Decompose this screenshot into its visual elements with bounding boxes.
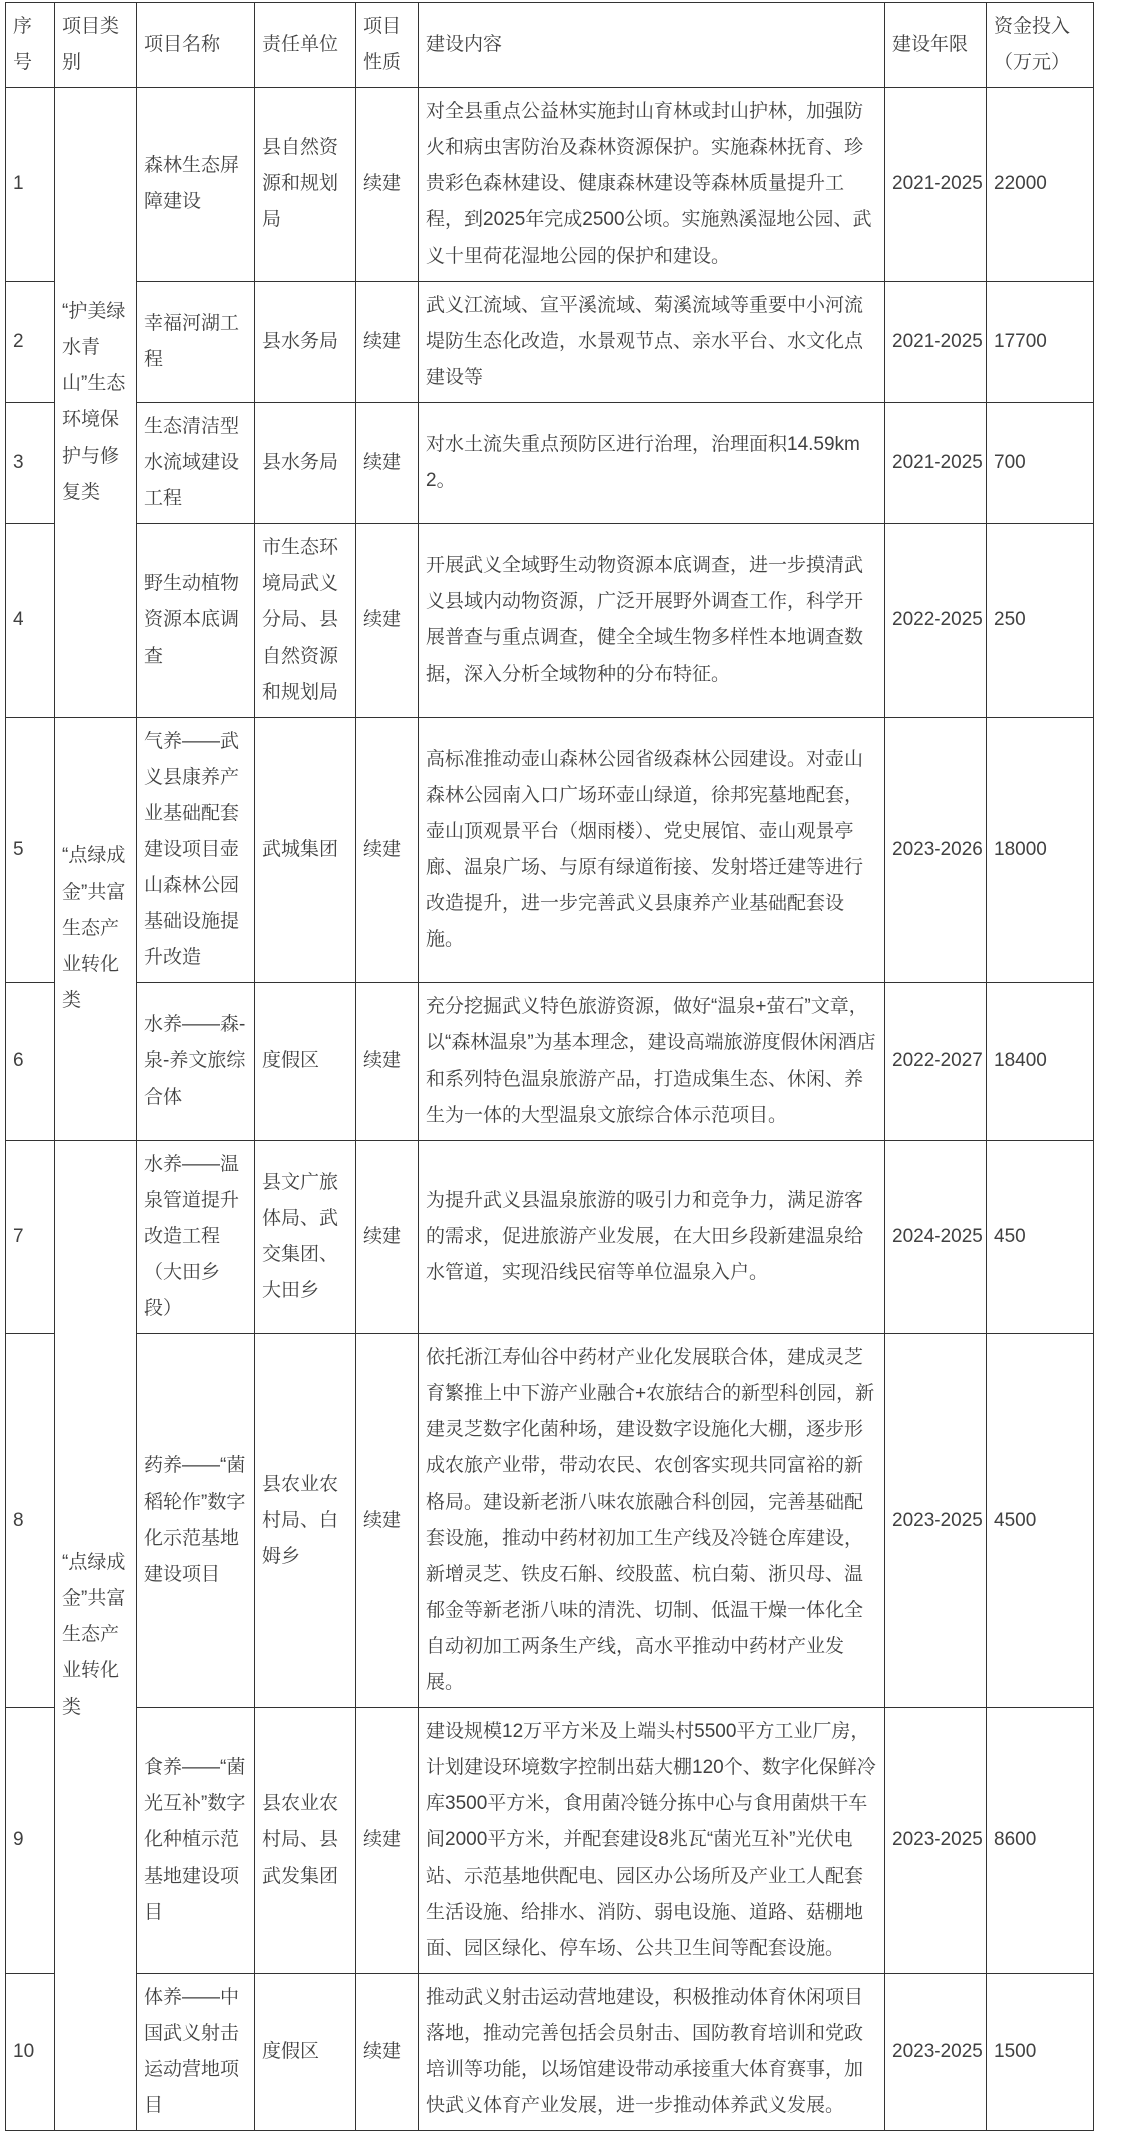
cell-project-name: 体养——中国武义射击运动营地项目 <box>137 1973 255 2130</box>
cell-construction-period: 2023-2025 <box>885 1708 987 1974</box>
cell-seq: 2 <box>6 281 55 402</box>
cell-responsible-unit: 县农业农村局、县武发集团 <box>255 1708 356 1974</box>
cell-seq: 9 <box>6 1708 55 1974</box>
col-header-project-name: 项目名称 <box>137 3 255 88</box>
cell-responsible-unit: 县文广旅体局、武交集团、大田乡 <box>255 1140 356 1333</box>
cell-project-nature: 续建 <box>356 88 419 281</box>
cell-project-nature: 续建 <box>356 1334 419 1708</box>
cell-seq: 5 <box>6 717 55 983</box>
cell-project-nature: 续建 <box>356 1140 419 1333</box>
cell-investment: 8600 <box>987 1708 1094 1974</box>
cell-responsible-unit: 县水务局 <box>255 281 356 402</box>
cell-project-name: 气养——武义县康养产业基础配套建设项目壶山森林公园基础设施提升改造 <box>137 717 255 983</box>
cell-project-nature: 续建 <box>356 524 419 717</box>
cell-investment: 17700 <box>987 281 1094 402</box>
cell-construction-content: 建设规模12万平方米及上端头村5500平方工业厂房，计划建设环境数字控制出菇大棚120个、数字化保鲜冷库3500平方米，食用菌冷链分拣中心与食用菌烘干车间2000平方米，并配套建设8兆瓦“菌光互补”光伏电站、示范基地供配电、园区办公场所及产业工人配套生活设施、给排水、消防、弱电设施、道路、菇棚地面、园区绿化、停车场、公共卫生间等配套设施。 <box>419 1708 885 1974</box>
cell-construction-period: 2021-2025 <box>885 402 987 523</box>
cell-investment: 18000 <box>987 717 1094 983</box>
table-row <box>6 717 1094 983</box>
cell-construction-content: 武义江流域、宣平溪流域、菊溪流域等重要中小河流堤防生态化改造，水景观节点、亲水平台、水文化点建设等 <box>419 281 885 402</box>
cell-project-nature: 续建 <box>356 402 419 523</box>
cell-responsible-unit: 度假区 <box>255 983 356 1140</box>
cell-investment: 4500 <box>987 1334 1094 1708</box>
cell-project-nature: 续建 <box>356 1708 419 1974</box>
cell-construction-period: 2024-2025 <box>885 1140 987 1333</box>
cell-investment: 1500 <box>987 1973 1094 2130</box>
cell-category: “点绿成金”共富生态产业转化类 <box>55 1140 137 2130</box>
cell-construction-period: 2023-2026 <box>885 717 987 983</box>
cell-project-name: 生态清洁型水流域建设工程 <box>137 402 255 523</box>
table-row <box>6 1140 1094 1333</box>
cell-responsible-unit: 市生态环境局武义分局、县自然资源和规划局 <box>255 524 356 717</box>
cell-project-name: 幸福河湖工程 <box>137 281 255 402</box>
cell-seq: 7 <box>6 1140 55 1333</box>
cell-category: “护美绿水青山”生态环境保护与修复类 <box>55 88 137 718</box>
cell-project-name: 水养——温泉管道提升改造工程（大田乡段） <box>137 1140 255 1333</box>
cell-project-name: 食养——“菌光互补”数字化种植示范基地建设项目 <box>137 1708 255 1974</box>
cell-seq: 8 <box>6 1334 55 1708</box>
cell-investment: 18400 <box>987 983 1094 1140</box>
cell-construction-period: 2023-2025 <box>885 1973 987 2130</box>
cell-responsible-unit: 县农业农村局、白姆乡 <box>255 1334 356 1708</box>
cell-project-nature: 续建 <box>356 717 419 983</box>
table-row <box>6 1334 1094 1708</box>
table-row <box>6 524 1094 717</box>
header-row <box>6 3 1094 88</box>
cell-construction-content: 高标准推动壶山森林公园省级森林公园建设。对壶山森林公园南入口广场环壶山绿道，徐邦宪墓地配套，壶山顶观景平台（烟雨楼）、党史展馆、壶山观景亭廊、温泉广场、与原有绿道衔接、发射塔迁建等进行改造提升，进一步完善武义县康养产业基础配套设施。 <box>419 717 885 983</box>
col-header-category: 项目类别 <box>55 3 137 88</box>
cell-construction-period: 2023-2025 <box>885 1334 987 1708</box>
cell-construction-period: 2022-2027 <box>885 983 987 1140</box>
cell-project-nature: 续建 <box>356 983 419 1140</box>
cell-construction-period: 2022-2025 <box>885 524 987 717</box>
cell-construction-content: 充分挖掘武义特色旅游资源，做好“温泉+萤石”文章，以“森林温泉”为基本理念，建设高端旅游度假休闲酒店和系列特色温泉旅游产品，打造成集生态、休闲、养生为一体的大型温泉文旅综合体示范项目。 <box>419 983 885 1140</box>
cell-seq: 10 <box>6 1973 55 2130</box>
cell-construction-period: 2021-2025 <box>885 281 987 402</box>
table-row <box>6 983 1094 1140</box>
cell-construction-content: 开展武义全域野生动物资源本底调查，进一步摸清武义县域内动物资源，广泛开展野外调查工作，科学开展普查与重点调查，健全全域生物多样性本地调查数据，深入分析全域物种的分布特征。 <box>419 524 885 717</box>
cell-construction-period: 2021-2025 <box>885 88 987 281</box>
cell-construction-content: 推动武义射击运动营地建设，积极推动体育休闲项目落地，推动完善包括会员射击、国防教育培训和党政培训等功能，以场馆建设带动承接重大体育赛事，加快武义体育产业发展，进一步推动体养武义发展。 <box>419 1973 885 2130</box>
cell-seq: 3 <box>6 402 55 523</box>
cell-investment: 700 <box>987 402 1094 523</box>
table-row <box>6 1973 1094 2130</box>
cell-investment: 250 <box>987 524 1094 717</box>
cell-project-name: 野生动植物资源本底调查 <box>137 524 255 717</box>
cell-project-nature: 续建 <box>356 281 419 402</box>
col-header-project-nature: 项目性质 <box>356 3 419 88</box>
col-header-construction-content: 建设内容 <box>419 3 885 88</box>
table-row <box>6 402 1094 523</box>
col-header-construction-period: 建设年限 <box>885 3 987 88</box>
cell-project-nature: 续建 <box>356 1973 419 2130</box>
cell-project-name: 水养——森-泉-养文旅综合体 <box>137 983 255 1140</box>
table-row <box>6 281 1094 402</box>
cell-responsible-unit: 县自然资源和规划局 <box>255 88 356 281</box>
cell-responsible-unit: 武城集团 <box>255 717 356 983</box>
cell-project-name: 森林生态屏障建设 <box>137 88 255 281</box>
col-header-seq: 序号 <box>6 3 55 88</box>
cell-category: “点绿成金”共富生态产业转化类 <box>55 717 137 1140</box>
cell-investment: 450 <box>987 1140 1094 1333</box>
table-row <box>6 88 1094 281</box>
projects-table <box>5 2 1094 2131</box>
cell-investment: 22000 <box>987 88 1094 281</box>
cell-responsible-unit: 县水务局 <box>255 402 356 523</box>
cell-construction-content: 为提升武义县温泉旅游的吸引力和竞争力，满足游客的需求，促进旅游产业发展，在大田乡段新建温泉给水管道，实现沿线民宿等单位温泉入户。 <box>419 1140 885 1333</box>
cell-seq: 4 <box>6 524 55 717</box>
cell-responsible-unit: 度假区 <box>255 1973 356 2130</box>
cell-seq: 6 <box>6 983 55 1140</box>
cell-seq: 1 <box>6 88 55 281</box>
cell-project-name: 药养——“菌稻轮作”数字化示范基地建设项目 <box>137 1334 255 1708</box>
cell-construction-content: 对水土流失重点预防区进行治理，治理面积14.59km2。 <box>419 402 885 523</box>
col-header-investment: 资金投入（万元） <box>987 3 1094 88</box>
cell-construction-content: 对全县重点公益林实施封山育林或封山护林，加强防火和病虫害防治及森林资源保护。实施森林抚育、珍贵彩色森林建设、健康森林建设等森林质量提升工程，到2025年完成2500公顷。实施熟溪湿地公园、武义十里荷花湿地公园的保护和建设。 <box>419 88 885 281</box>
col-header-responsible-unit: 责任单位 <box>255 3 356 88</box>
cell-construction-content: 依托浙江寿仙谷中药材产业化发展联合体，建成灵芝育繁推上中下游产业融合+农旅结合的新型科创园，新建灵芝数字化菌种场，建设数字设施化大棚，逐步形成农旅产业带，带动农民、农创客实现共同富裕的新格局。建设新老浙八味农旅融合科创园，完善基础配套设施，推动中药材初加工生产线及冷链仓库建设，新增灵芝、铁皮石斛、绞股蓝、杭白菊、浙贝母、温郁金等新老浙八味的清洗、切制、低温干燥一体化全自动初加工两条生产线，高水平推动中药材产业发展。 <box>419 1334 885 1708</box>
table-row <box>6 1708 1094 1974</box>
